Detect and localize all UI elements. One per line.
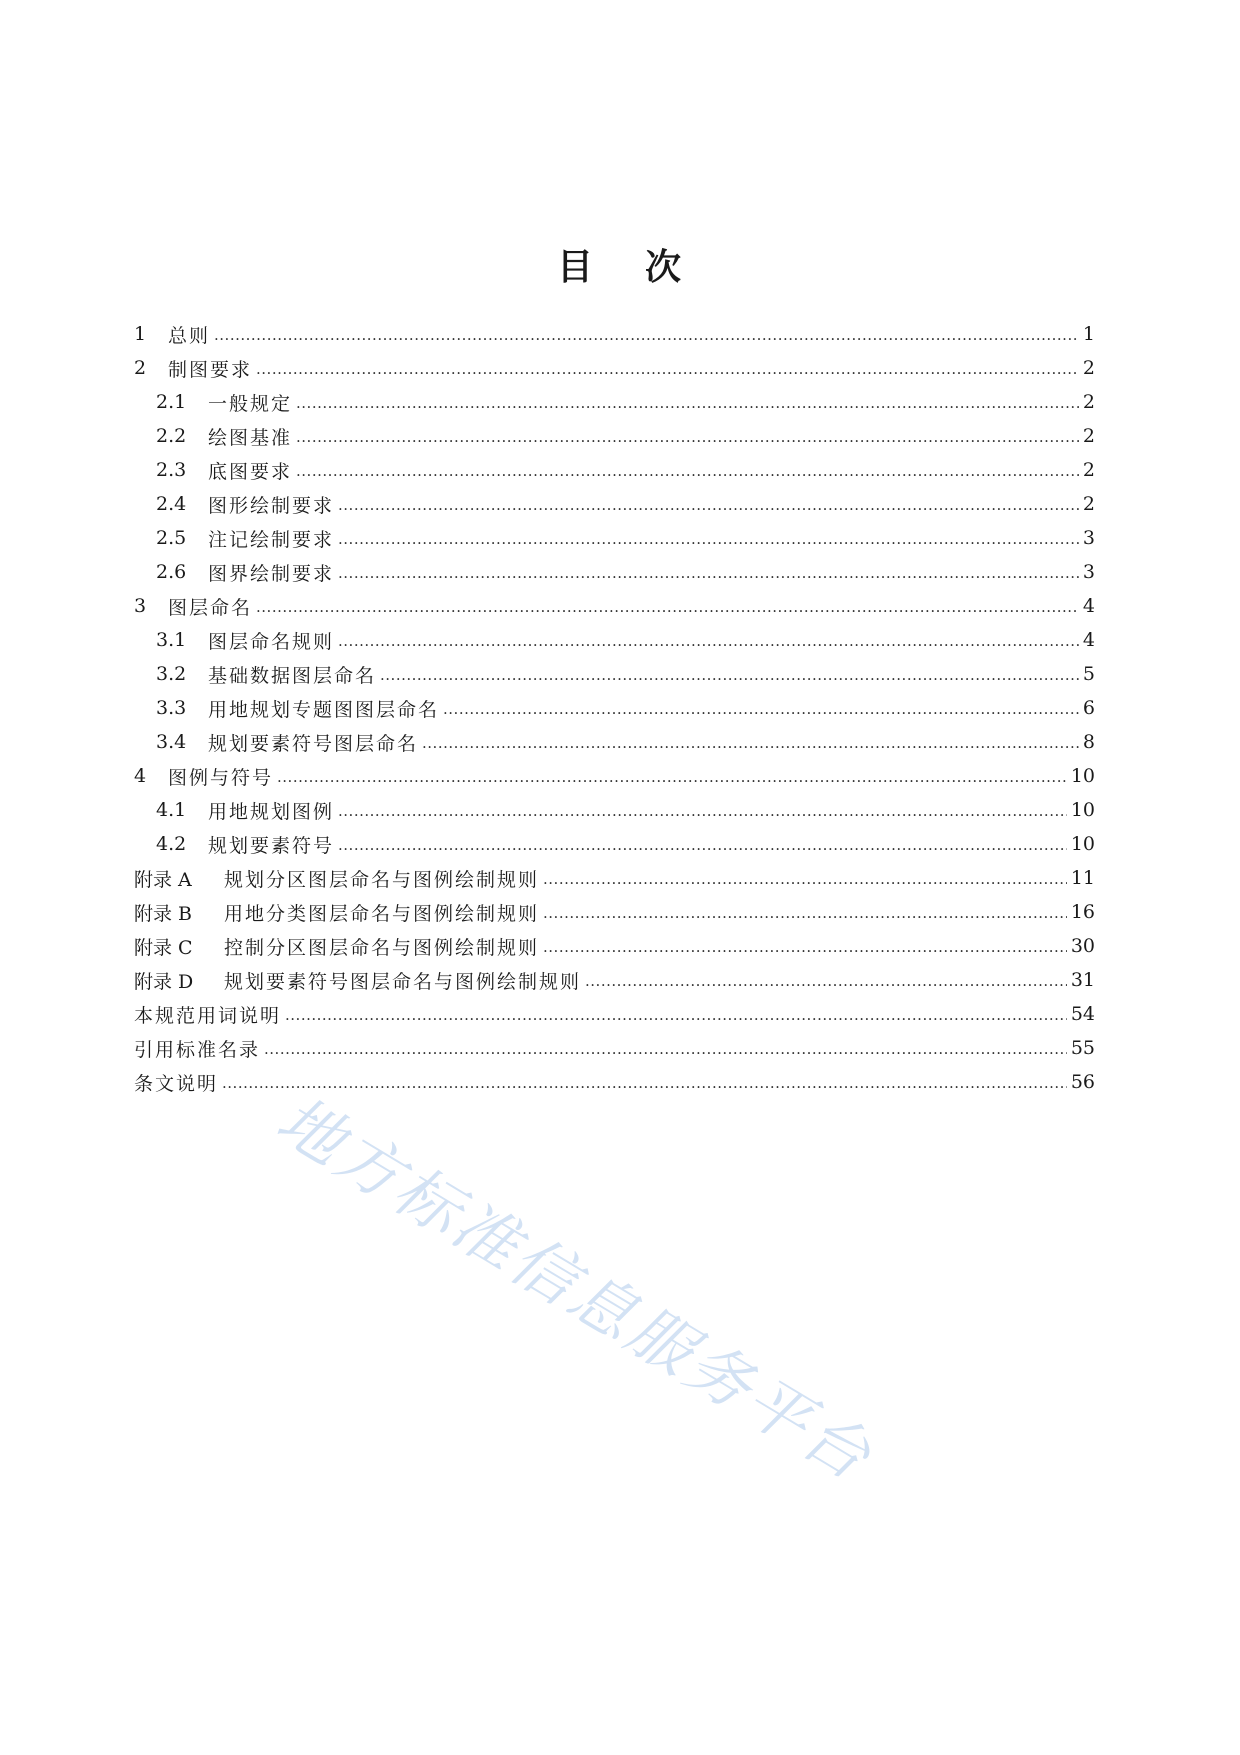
toc-entry-page: 4 <box>1082 595 1095 617</box>
toc-entry-label: 制图要求 <box>168 358 253 381</box>
toc-leader-dots <box>296 464 1079 487</box>
toc-leader-dots <box>380 668 1079 691</box>
toc-entry[interactable] <box>134 623 1095 657</box>
toc-leader-dots <box>256 600 1079 623</box>
toc-entry-page: 3 <box>1082 561 1095 583</box>
page-title <box>0 246 1240 290</box>
toc-entry-label: 图例与符号 <box>168 766 274 789</box>
toc-entry[interactable] <box>134 453 1095 487</box>
watermark: 地方标准信息服务平台 <box>264 1082 886 1497</box>
toc-entry[interactable] <box>134 521 1095 555</box>
toc-entry-label: 绘图基准 <box>208 426 293 449</box>
toc-entry-page: 2 <box>1082 425 1095 447</box>
toc-entry-number: 附录 B <box>134 902 193 925</box>
toc-entry-label: 图形绘制要求 <box>208 494 335 517</box>
toc-entry[interactable] <box>134 895 1095 929</box>
toc-leader-dots <box>338 838 1067 861</box>
toc-entry-label: 规划要素符号图层命名与图例绘制规则 <box>224 970 582 993</box>
toc-leader-dots <box>338 804 1067 827</box>
toc-entry[interactable] <box>134 963 1095 997</box>
toc-entry-number: 3.2 <box>156 663 187 685</box>
table-of-contents <box>134 317 1095 1099</box>
toc-leader-dots <box>338 498 1079 521</box>
toc-entry-number: 4.1 <box>156 799 187 821</box>
toc-entry[interactable] <box>134 419 1095 453</box>
toc-entry[interactable] <box>134 997 1095 1031</box>
toc-entry[interactable] <box>134 861 1095 895</box>
toc-entry-page: 56 <box>1070 1071 1095 1093</box>
toc-entry[interactable] <box>134 487 1095 521</box>
page-title-right: 次 <box>645 247 684 289</box>
toc-entry[interactable] <box>134 725 1095 759</box>
toc-leader-dots <box>543 940 1067 963</box>
toc-entry-label: 注记绘制要求 <box>208 528 335 551</box>
toc-entry-label: 本规范用词说明 <box>134 1004 282 1027</box>
toc-entry-number: 附录 C <box>134 936 193 959</box>
toc-entry-number: 3 <box>134 595 147 617</box>
toc-leader-dots <box>296 396 1079 419</box>
toc-entry[interactable] <box>134 793 1095 827</box>
toc-leader-dots <box>422 736 1079 759</box>
toc-entry-page: 2 <box>1082 459 1095 481</box>
toc-entry[interactable] <box>134 1065 1095 1099</box>
toc-entry-label: 条文说明 <box>134 1072 219 1095</box>
toc-entry-number: 1 <box>134 323 147 345</box>
toc-entry-page: 10 <box>1070 765 1095 787</box>
toc-entry-label: 控制分区图层命名与图例绘制规则 <box>224 936 540 959</box>
toc-entry-number: 附录 D <box>134 970 194 993</box>
toc-leader-dots <box>277 770 1067 793</box>
toc-entry-page: 8 <box>1082 731 1095 753</box>
toc-leader-dots <box>338 532 1079 555</box>
toc-entry[interactable] <box>134 317 1095 351</box>
toc-entry-label: 规划分区图层命名与图例绘制规则 <box>224 868 540 891</box>
toc-leader-dots <box>585 974 1067 997</box>
toc-entry-page: 55 <box>1070 1037 1095 1059</box>
toc-entry-page: 10 <box>1070 833 1095 855</box>
toc-entry[interactable] <box>134 827 1095 861</box>
toc-entry[interactable] <box>134 759 1095 793</box>
toc-entry[interactable] <box>134 589 1095 623</box>
toc-leader-dots <box>443 702 1079 725</box>
page-title-left: 目 <box>556 247 595 289</box>
toc-entry[interactable] <box>134 555 1095 589</box>
toc-entry-number: 2.4 <box>156 493 187 515</box>
toc-entry-page: 2 <box>1082 357 1095 379</box>
toc-entry-number: 3.1 <box>156 629 187 651</box>
toc-entry-page: 30 <box>1070 935 1095 957</box>
toc-entry-page: 2 <box>1082 391 1095 413</box>
toc-leader-dots <box>543 906 1067 929</box>
toc-entry-label: 一般规定 <box>208 392 293 415</box>
toc-entry-page: 6 <box>1082 697 1095 719</box>
toc-entry-number: 2 <box>134 357 147 379</box>
toc-leader-dots <box>285 1008 1067 1031</box>
toc-entry-page: 10 <box>1070 799 1095 821</box>
toc-entry-label: 规划要素符号 <box>208 834 335 857</box>
toc-leader-dots <box>264 1042 1067 1065</box>
toc-entry-label: 图界绘制要求 <box>208 562 335 585</box>
toc-leader-dots <box>296 430 1079 453</box>
toc-entry-page: 11 <box>1070 867 1095 889</box>
toc-leader-dots <box>338 634 1079 657</box>
toc-leader-dots <box>256 362 1079 385</box>
toc-entry-number: 2.3 <box>156 459 187 481</box>
toc-leader-dots <box>543 872 1067 895</box>
toc-entry-number: 2.5 <box>156 527 187 549</box>
toc-entry-label: 引用标准名录 <box>134 1038 261 1061</box>
toc-entry-label: 规划要素符号图层命名 <box>208 732 419 755</box>
toc-entry-number: 2.2 <box>156 425 187 447</box>
toc-entry-page: 54 <box>1070 1003 1095 1025</box>
toc-entry-page: 31 <box>1070 969 1095 991</box>
toc-entry-label: 底图要求 <box>208 460 293 483</box>
toc-leader-dots <box>214 328 1079 351</box>
toc-entry-number: 2.6 <box>156 561 187 583</box>
toc-entry[interactable] <box>134 657 1095 691</box>
toc-entry-number: 4 <box>134 765 147 787</box>
toc-entry-label: 用地分类图层命名与图例绘制规则 <box>224 902 540 925</box>
toc-entry-page: 1 <box>1082 323 1095 345</box>
toc-leader-dots <box>338 566 1079 589</box>
toc-entry-number: 2.1 <box>156 391 187 413</box>
toc-entry-number: 附录 A <box>134 868 192 891</box>
toc-entry[interactable] <box>134 929 1095 963</box>
toc-entry-page: 16 <box>1070 901 1095 923</box>
toc-entry-page: 2 <box>1082 493 1095 515</box>
toc-entry-label: 用地规划图例 <box>208 800 335 823</box>
toc-entry-number: 4.2 <box>156 833 187 855</box>
toc-entry-label: 总则 <box>168 324 211 347</box>
toc-entry-page: 5 <box>1082 663 1095 685</box>
toc-entry-label: 图层命名规则 <box>208 630 335 653</box>
toc-entry-number: 3.4 <box>156 731 187 753</box>
toc-entry-number: 3.3 <box>156 697 187 719</box>
toc-entry-label: 用地规划专题图图层命名 <box>208 698 440 721</box>
toc-entry[interactable] <box>134 385 1095 419</box>
toc-entry-page: 4 <box>1082 629 1095 651</box>
toc-entry[interactable] <box>134 351 1095 385</box>
toc-entry[interactable] <box>134 1031 1095 1065</box>
toc-entry-label: 基础数据图层命名 <box>208 664 377 687</box>
toc-entry-label: 图层命名 <box>168 596 253 619</box>
toc-entry[interactable] <box>134 691 1095 725</box>
toc-leader-dots <box>222 1076 1067 1099</box>
toc-entry-page: 3 <box>1082 527 1095 549</box>
